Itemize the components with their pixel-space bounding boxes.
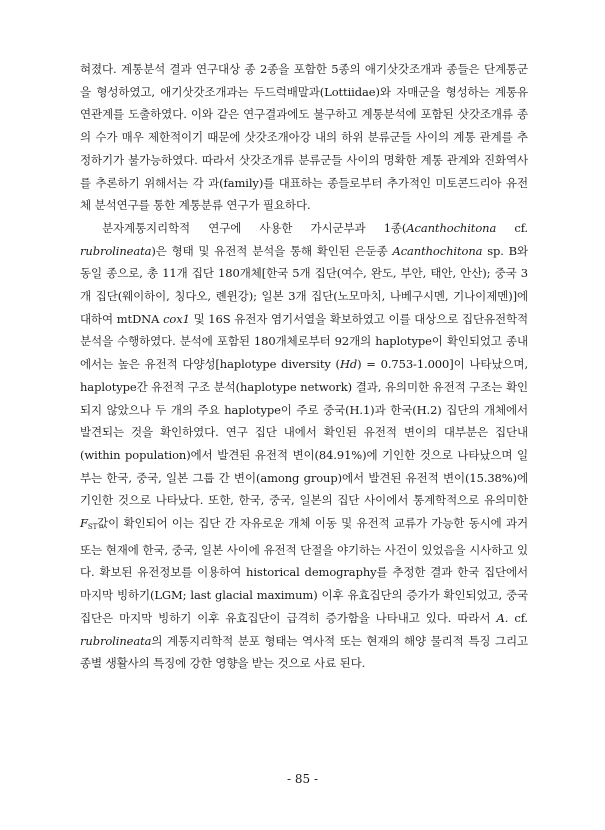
paragraph-1: 혀졌다. 계통분석 결과 연구대상 종 2종을 포함한 5종의 애기삿갓조개과 종들은 단계통군을 형성하였고, 애기삿갓조개과는 두드럭배말과(Lottiidae)와 자매군을 형성하는 계통유연관계를 도출하였다. 이와 같은 연구결과에도 불구하고 계통분석에 포함된 삿갓조개류 종의 수가 매우 제한적이기 때문에 삿갓조개아강 내의 하위 분류군들 사이의 계통 관계를 추정하기가 불가능하였다. 따라서 삿갓조개류 분류군들 사이의 명확한 계통 관계와 진화역사를 추론하기 위해서는 각 과(family)를 대표하는 종들로부터 추가적인 미토콘드리아 유전체 분석연구를 통한 계통분류 연구가 필요하다. (80, 62, 528, 213)
page-number: - 85 - (286, 772, 318, 786)
paragraph-2: 분자계통지리학적 연구에 사용한 가시군부과 1종(Acanthochitona cf. rubrolineata)은 형태 및 유전적 분석을 통해 확인된 은둔종 Acanthochitona sp. B와 동일 종으로, 총 11개 집단 180개체[한국 5개 집단(여수, 완도, 부안, 태안, 안산); 중국 3개 집단(웨이하이, 칭다오, 롄윈강); 일본 3개 집단(노모마치, 나베구시멘, 기나이제멘)]에 대하여 mtDNA cox1 및 16S 유전자 염기서열을 확보하였고 이를 대상으로 집단유전학적 분석을 수행하였다. 분석에 포함된 180개체로부터 92개의 haplotype이 확인되었고 종내 에서는 높은 유전적 다양성[haplotype diversity (Hd) = 0.753-1.000]이 나타났으며, haplotype간 유전적 구조 분석(haplotype network) 결과, 유의미한 유전적 구조는 확인되지 않았으나 두 개의 주요 haplotype이 주로 중국(H.1)과 한국(H.2) 집단의 개체에서 발견되는 것을 확인하였다. 연구 집단 내에서 확인된 유전적 변이의 대부분은 집단내(within population)에서 발견된 유전적 변이(84.91%)에 기인한 것으로 나타났으며 일부는 한국, 중국, 일본 그룹 간 변이(among group)에서 발견된 유전적 변이(15.38%)에 기인한 것으로 나타났다. 또한, 한국, 중국, 일본의 집단 사이에서 통계학적으로 유의미한 $F_{ST}$값이 확인되어 이는 집단 간 자유로운 개체 이동 및 유전적 교류가 가능한 동시에 과거 또는 현재에 한국, 중국, 일본 사이에 유전적 단절을 야기하는 사건이 있었음을 시사하고 있다. 확보된 유전정보를 이용하여 historical demography를 추정한 결과 한국 집단에서 마지막 빙하기(LGM; last glacial maximum) 이후 유효집단의 증가가 확인되었고, 중국 집단은 마지막 빙하기 이후 유효집단이 급격히 증가함을 나타내고 있다. 따라서 A. cf. rubrolineata의 계통지리학적 분포 형태는 역사적 또는 현재의 해양 물리적 특징 그리고 종별 생활사의 특징에 강한 영향을 받는 것으로 사료 된다. (80, 220, 529, 671)
page-body (80, 58, 528, 675)
